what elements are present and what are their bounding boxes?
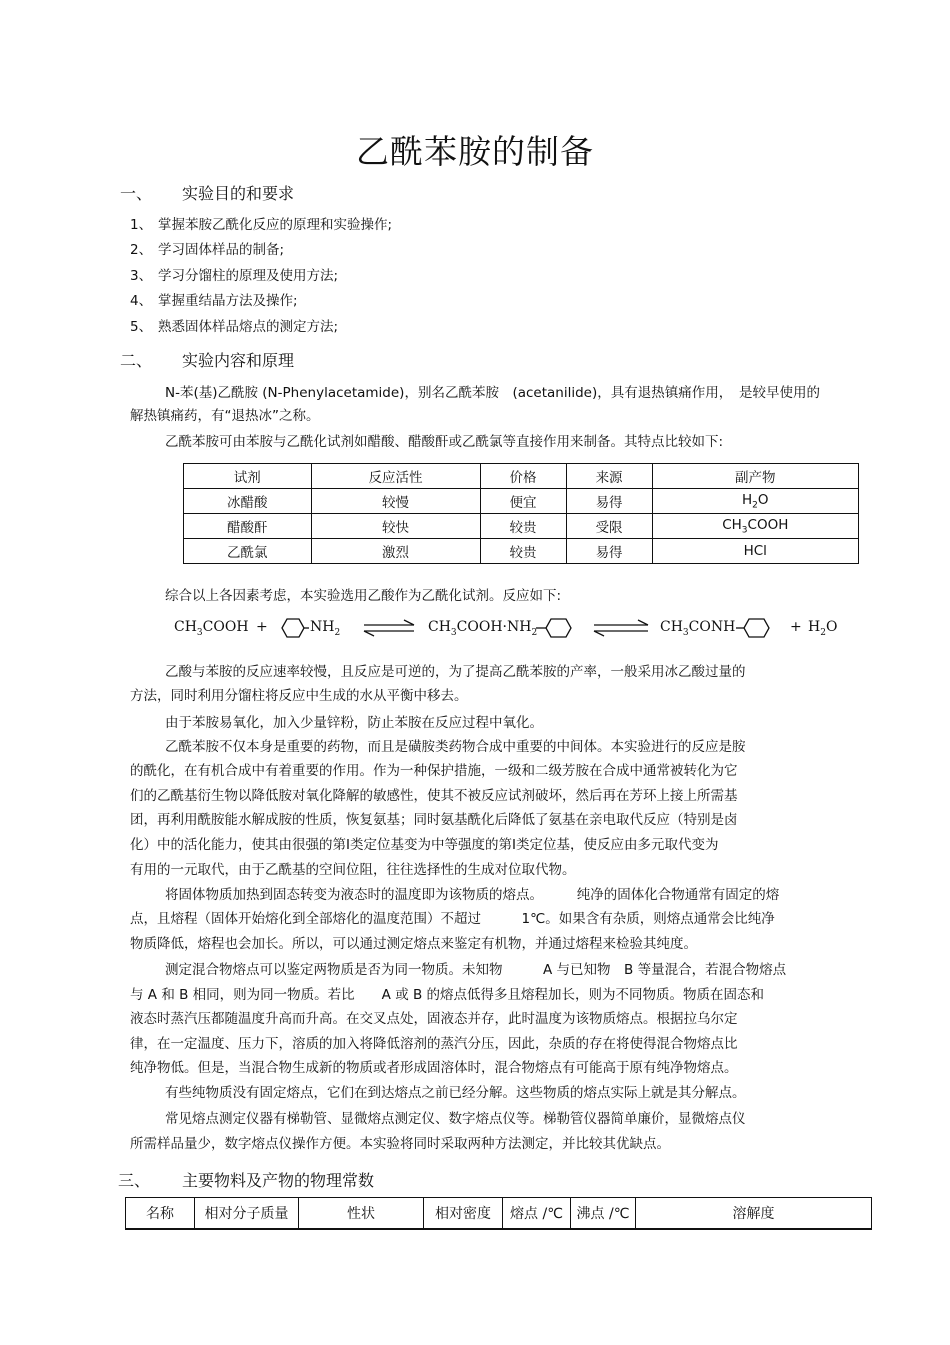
paragraph-line: 物质降低，熔程也会加长。所以，可以通过测定熔点来鉴定有机物，并通过熔程来检验其纯度。 [130, 936, 697, 952]
table-header-row [126, 1198, 872, 1230]
physical-constants-table [125, 1197, 872, 1230]
table-header-cell: 价格 [480, 464, 566, 489]
paragraph-line: 律，在一定温度、压力下，溶质的加入将降低溶剂的蒸汽分压，因此，杂质的存在将使得混合物熔点比 [130, 1036, 738, 1052]
objective-number: 3、 [130, 268, 153, 284]
plus-sign: + [256, 619, 268, 635]
table-cell: 激烈 [311, 539, 480, 564]
product-acetanilide: $CH_3CONH$ [660, 619, 736, 638]
table-cell: 受限 [566, 514, 652, 539]
section1-heading: 实验目的和要求 [182, 184, 295, 203]
objective-text: 熟悉固体样品熔点的测定方法; [158, 319, 339, 335]
table-cell: 较贵 [480, 514, 566, 539]
intermediate-salt: $CH_3COOH\cdot NH_2$ [428, 619, 538, 638]
paragraph-line: 乙酸与苯胺的反应速率较慢，且反应是可逆的，为了提高乙酰苯胺的产率，一般采用冰乙酸过量的 [165, 664, 746, 680]
paragraph-line: 有些纯物质没有固定熔点，它们在到达熔点之前已经分解。这些物质的熔点实际上就是其分解点。 [165, 1085, 746, 1101]
table-cell-formula: $CH_3COOH$ [652, 514, 858, 539]
equilibrium-arrow-icon [362, 618, 416, 638]
reaction-equation [170, 612, 850, 644]
paragraph-line: 纯净物低。但是，当混合物生成新的物质或者形成固溶体时，混合物熔点有可能高于原有纯净物熔点。 [130, 1060, 738, 1076]
paragraph-line: 的酰化，在有机合成中有着重要的作用。作为一种保护措施，一级和二级芳胺在合成中通常被转化为它 [130, 763, 738, 779]
table-cell: 较慢 [311, 489, 480, 514]
table-row [184, 539, 859, 564]
table-header-cell: 沸点 /℃ [571, 1198, 636, 1230]
intro-line: N-苯(基)乙酰胺 (N-Phenylacetamide)，别名乙酰苯胺 (acetanilide)，具有退热镇痛作用， 是较早使用的 [165, 385, 820, 401]
table-header-cell: 试剂 [184, 464, 312, 489]
table-header-cell: 性状 [299, 1198, 424, 1230]
table-header-cell: 相对分子质量 [195, 1198, 299, 1230]
paragraph-line: 们的乙酰基衍生物以降低胺对氧化降解的敏感性，使其不被反应试剂破坏，然后再在芳环上接上所需基 [130, 788, 738, 804]
table-cell: 醋酸酐 [184, 514, 312, 539]
table-header-cell: 名称 [126, 1198, 195, 1230]
table-header-cell: 来源 [566, 464, 652, 489]
table-row [184, 489, 859, 514]
objective-text: 掌握重结晶方法及操作; [158, 293, 298, 309]
table-header-cell: 熔点 /℃ [503, 1198, 571, 1230]
paragraph-line: 综合以上各因素考虑，本实验选用乙酸作为乙酰化试剂。反应如下: [165, 588, 562, 604]
table-cell: 较快 [311, 514, 480, 539]
paragraph-line: 团，再利用酰胺能水解成胺的性质，恢复氨基；同时氨基酰化后降低了氨基在亲电取代反应（特别是卤 [130, 812, 738, 828]
table-cell: 较贵 [480, 539, 566, 564]
paragraph-line: 所需样品量少，数字熔点仪操作方便。本实验将同时采取两种方法测定，并比较其优缺点。 [130, 1136, 670, 1152]
objective-text: 学习分馏柱的原理及使用方法; [158, 268, 339, 284]
reactant-acetic-acid: $CH_3COOH$ [174, 619, 249, 638]
table-header-cell: 反应活性 [311, 464, 480, 489]
objective-number: 5、 [130, 319, 153, 335]
paragraph-line: 有用的一元取代，由于乙酰基的空间位阻，往往选择性的生成对位取代物。 [130, 862, 576, 878]
intro-line: 解热镇痛药，有“退热冰”之称。 [130, 408, 320, 424]
section3-heading: 主要物料及产物的物理常数 [182, 1171, 375, 1190]
section3-number: 三、 [118, 1171, 151, 1190]
table-header-row [184, 464, 859, 489]
equilibrium-arrow-icon [592, 618, 650, 638]
benzene-ring-icon [536, 612, 582, 644]
paragraph-line: 测定混合物熔点可以鉴定两物质是否为同一物质。未知物 A 与已知物 B 等量混合，若混合物熔点 [165, 962, 787, 978]
objective-number: 1、 [130, 217, 153, 233]
reagent-comparison-table [183, 463, 859, 564]
table-cell-formula: $H_2O$ [652, 489, 858, 514]
paragraph-line: 液态时蒸汽压都随温度升高而升高。在交叉点处，固液态并存，此时温度为该物质熔点。根据拉乌尔定 [130, 1011, 738, 1027]
plus-sign: + [790, 619, 802, 635]
paragraph-line: 常见熔点测定仪器有梯勒管、显微熔点测定仪、数字熔点仪等。梯勒管仪器简单廉价，显微熔点仪 [165, 1111, 746, 1127]
table-cell: 易得 [566, 539, 652, 564]
table-cell: 易得 [566, 489, 652, 514]
paragraph-line: 乙酰苯胺不仅本身是重要的药物，而且是磺胺类药物合成中重要的中间体。本实验进行的反应是胺 [165, 739, 746, 755]
amine-group: $NH_2$ [310, 619, 341, 638]
objective-text: 掌握苯胺乙酰化反应的原理和实验操作; [158, 217, 393, 233]
benzene-ring-icon [272, 612, 310, 644]
paragraph-line: 由于苯胺易氧化，加入少量锌粉，防止苯胺在反应过程中氧化。 [165, 715, 543, 731]
table-header-cell: 溶解度 [636, 1198, 872, 1230]
paragraph-line: 化）中的活化能力，使其由很强的第Ⅰ类定位基变为中等强度的第Ⅰ类定位基，使反应由多元取代变为 [130, 837, 719, 853]
paragraph-line: 与 A 和 B 相同，则为同一物质。若比 A 或 B 的熔点低得多且熔程加长，则为不同物质。物质在固态和 [130, 987, 765, 1003]
table-cell: 便宜 [480, 489, 566, 514]
table-header-cell: 副产物 [652, 464, 858, 489]
table-header-cell: 相对密度 [424, 1198, 503, 1230]
paragraph-line: 将固体物质加热到固态转变为液态时的温度即为该物质的熔点。 纯净的固体化合物通常有固定的熔 [165, 887, 780, 903]
byproduct-water: $H_2O$ [808, 619, 838, 638]
table-row [184, 514, 859, 539]
section1-number: 一、 [120, 184, 153, 203]
objective-number: 4、 [130, 293, 153, 309]
intro-line: 乙酰苯胺可由苯胺与乙酰化试剂如醋酸、醋酸酐或乙酰氯等直接作用来制备。其特点比较如下: [165, 434, 724, 450]
benzene-ring-icon [736, 612, 780, 644]
section2-heading: 实验内容和原理 [182, 351, 295, 370]
table-cell: 乙酰氯 [184, 539, 312, 564]
paragraph-line: 点，且熔程（固体开始熔化到全部熔化的温度范围）不超过 1℃。如果含有杂质，则熔点通常会比纯净 [130, 911, 775, 927]
table-cell: 冰醋酸 [184, 489, 312, 514]
objective-number: 2、 [130, 242, 153, 258]
objective-text: 学习固体样品的制备; [158, 242, 285, 258]
section2-number: 二、 [120, 351, 153, 370]
table-cell-formula: HCl [652, 539, 858, 564]
paragraph-line: 方法，同时利用分馏柱将反应中生成的水从平衡中移去。 [130, 688, 468, 704]
page-title: 乙酰苯胺的制备 [356, 132, 594, 171]
